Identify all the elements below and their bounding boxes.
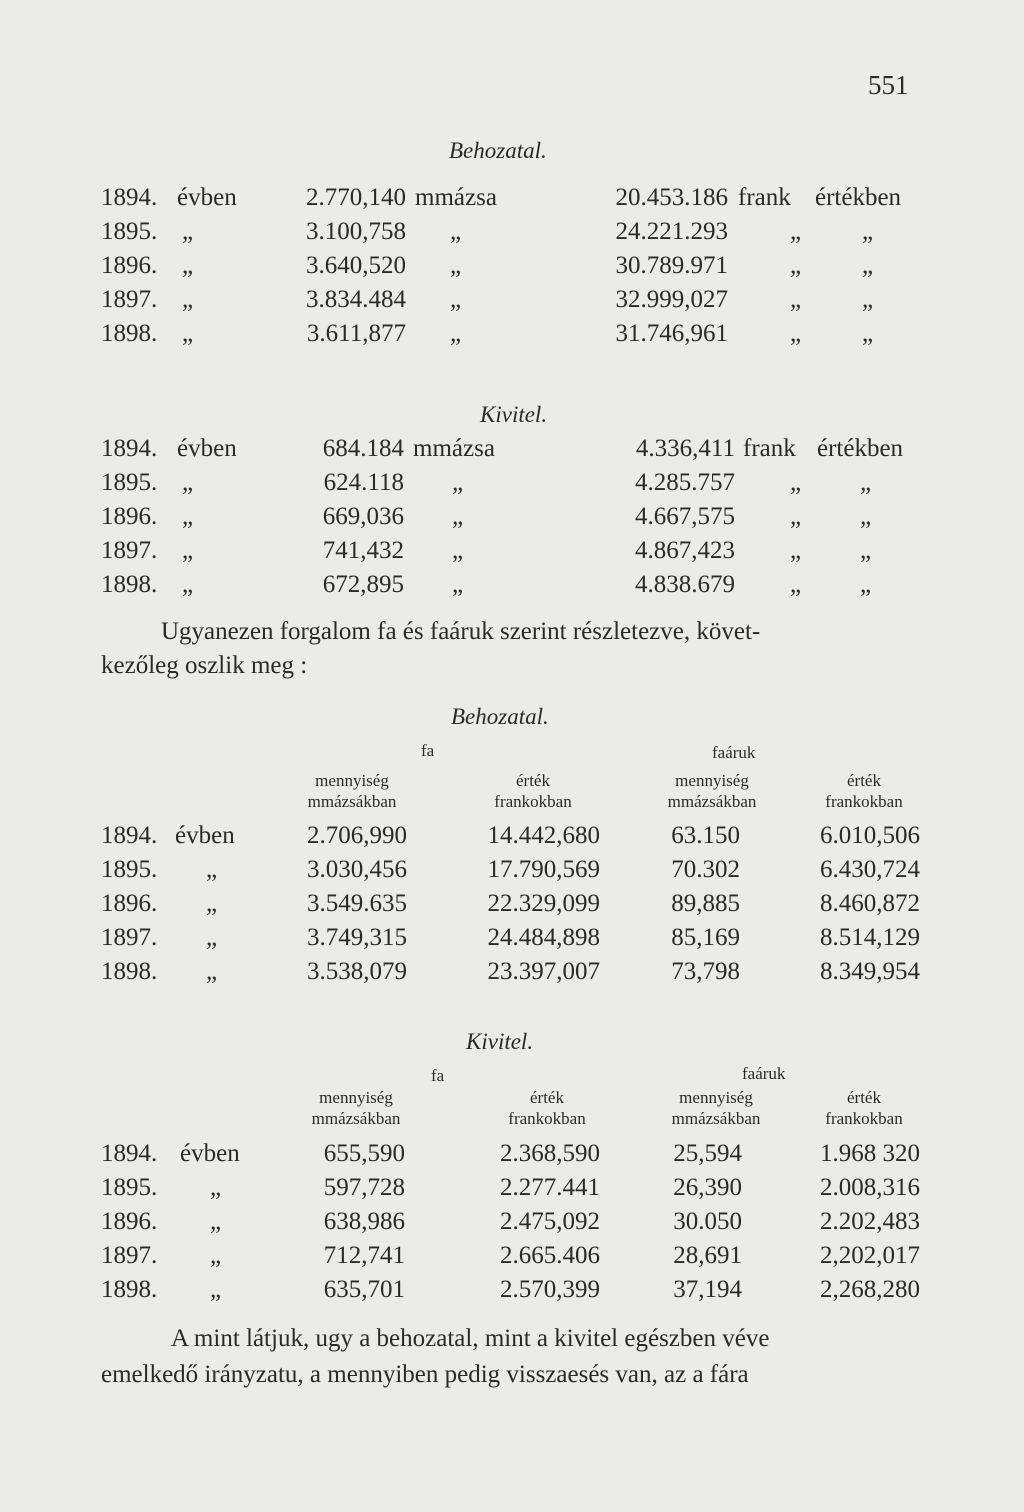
label-cell: évben (180, 1140, 240, 1167)
ditto-cell: „ (210, 1208, 222, 1235)
ditto-cell: „ (182, 571, 194, 598)
quantity-cell: 684.184 (322, 435, 404, 462)
ditto-cell: „ (790, 286, 802, 313)
table-row (0, 1174, 1024, 1208)
year-cell: 1894. (101, 822, 158, 849)
faaruk-quantity-cell: 25,594 (673, 1140, 742, 1167)
header-line: frankokban (825, 1109, 903, 1128)
ditto-cell: „ (790, 252, 802, 279)
faaruk-value-cell: 8.514,129 (820, 924, 920, 951)
faaruk-value-cell: 1.968 320 (820, 1140, 920, 1167)
header-line: mennyiség (675, 771, 749, 790)
column-header-fa-value (453, 770, 613, 812)
table-row (0, 856, 1024, 890)
column-header-fa-value (467, 1087, 627, 1129)
table-row (0, 890, 1024, 924)
fa-quantity-cell: 3.549.635 (307, 890, 407, 917)
ditto-cell: „ (790, 218, 802, 245)
fa-quantity-cell: 2.706,990 (307, 822, 407, 849)
quantity-cell: 624.118 (323, 469, 404, 496)
ditto-cell: „ (862, 286, 874, 313)
value-cell: 31.746,961 (615, 320, 728, 347)
section-title-export: Kivitel. (480, 402, 548, 427)
ditto-cell: „ (790, 469, 802, 496)
quantity-cell: 669,036 (322, 503, 404, 530)
table-row (0, 822, 1024, 856)
ditto-cell: „ (210, 1242, 222, 1269)
value-cell: 20.453.186 (615, 184, 728, 211)
value-unit-cell: frank (743, 435, 796, 462)
faaruk-quantity-cell: 63.150 (671, 822, 740, 849)
fa-quantity-cell: 655,590 (323, 1140, 405, 1167)
quantity-cell: 741,432 (322, 537, 404, 564)
ditto-cell: „ (450, 286, 462, 313)
year-cell: 1895. (101, 218, 158, 245)
header-line: mmázsákban (307, 792, 397, 811)
header-line: érték (847, 1088, 881, 1107)
header-line: mennyiség (315, 771, 389, 790)
table-row (0, 1242, 1024, 1276)
ditto-cell: „ (182, 286, 194, 313)
ditto-cell: „ (860, 503, 872, 530)
table-row (0, 286, 1024, 320)
quantity-cell: 2.770,140 (306, 184, 406, 211)
year-cell: 1896. (101, 1208, 158, 1235)
ditto-cell: „ (450, 252, 462, 279)
ditto-cell: „ (210, 1174, 222, 1201)
faaruk-quantity-cell: 26,390 (673, 1174, 742, 1201)
year-cell: 1897. (101, 1242, 158, 1269)
faaruk-quantity-cell: 89,885 (671, 890, 740, 917)
year-cell: 1897. (101, 537, 158, 564)
faaruk-quantity-cell: 85,169 (671, 924, 740, 951)
header-line: frankokban (494, 792, 572, 811)
value-suffix-cell: értékben (815, 184, 902, 211)
ditto-cell: „ (862, 218, 874, 245)
year-cell: 1898. (101, 958, 158, 985)
group-header-faaruk: faáruk (712, 743, 756, 762)
fa-value-cell: 23.397,007 (487, 958, 600, 985)
faaruk-quantity-cell: 73,798 (671, 958, 740, 985)
year-cell: 1896. (101, 252, 158, 279)
column-header-faaruk-value (784, 1087, 944, 1129)
header-line: mmázsákban (671, 1109, 761, 1128)
fa-quantity-cell: 712,741 (323, 1242, 405, 1269)
faaruk-quantity-cell: 70.302 (671, 856, 740, 883)
header-line: mmázsákban (667, 792, 757, 811)
ditto-cell: „ (206, 890, 218, 917)
fa-quantity-cell: 635,701 (323, 1276, 405, 1303)
value-unit-cell: frank (738, 184, 791, 211)
value-cell: 4.838.679 (635, 571, 735, 598)
table-row (0, 1208, 1024, 1242)
ditto-cell: „ (862, 320, 874, 347)
table-row (0, 1140, 1024, 1174)
page-number: 551 (868, 70, 909, 100)
column-header-fa-quantity (276, 1087, 436, 1129)
ditto-cell: „ (206, 924, 218, 951)
ditto-cell: „ (182, 320, 194, 347)
ditto-cell: „ (210, 1276, 222, 1303)
value-cell: 32.999,027 (615, 286, 728, 313)
closing-line-2: emelkedő irányzatu, a mennyiben pedig visszaesés van, az a fára (101, 1361, 749, 1388)
fa-value-cell: 2.665.406 (500, 1242, 600, 1269)
fa-quantity-cell: 597,728 (323, 1174, 405, 1201)
unit-cell: mmázsa (413, 435, 495, 462)
year-cell: 1895. (101, 1174, 158, 1201)
faaruk-value-cell: 6.010,506 (820, 822, 920, 849)
year-cell: 1894. (101, 1140, 158, 1167)
ditto-cell: „ (862, 252, 874, 279)
ditto-cell: „ (860, 537, 872, 564)
unit-cell: mmázsa (415, 184, 497, 211)
faaruk-quantity-cell: 28,691 (673, 1242, 742, 1269)
intro-line-2: kezőleg oszlik meg : (101, 652, 308, 679)
ditto-cell: „ (790, 537, 802, 564)
column-header-faaruk-value (784, 770, 944, 812)
ditto-cell: „ (790, 320, 802, 347)
quantity-cell: 3.834.484 (306, 286, 406, 313)
group-header-fa: fa (421, 741, 435, 760)
table-row (0, 184, 1024, 218)
ditto-cell: „ (452, 571, 464, 598)
ditto-cell: „ (182, 252, 194, 279)
group-header-faaruk: faáruk (742, 1064, 786, 1083)
table-row (0, 958, 1024, 992)
faaruk-value-cell: 2.008,316 (820, 1174, 920, 1201)
year-cell: 1895. (101, 469, 158, 496)
faaruk-value-cell: 8.460,872 (820, 890, 920, 917)
faaruk-quantity-cell: 30.050 (673, 1208, 742, 1235)
header-line: érték (530, 1088, 564, 1107)
fa-value-cell: 2.475,092 (500, 1208, 600, 1235)
header-line: frankokban (508, 1109, 586, 1128)
label-cell: évben (177, 435, 237, 462)
table-row (0, 252, 1024, 286)
fa-value-cell: 2.368,590 (500, 1140, 600, 1167)
value-suffix-cell: értékben (817, 435, 904, 462)
label-cell: évben (177, 184, 237, 211)
fa-value-cell: 14.442,680 (487, 822, 600, 849)
ditto-cell: „ (452, 537, 464, 564)
quantity-cell: 672,895 (322, 571, 404, 598)
column-header-faaruk-quantity (636, 1087, 796, 1129)
header-line: érték (847, 771, 881, 790)
value-cell: 4.667,575 (635, 503, 735, 530)
ditto-cell: „ (790, 571, 802, 598)
section-title-import: Behozatal. (449, 138, 547, 163)
fa-quantity-cell: 3.030,456 (307, 856, 407, 883)
fa-value-cell: 2.570,399 (500, 1276, 600, 1303)
faaruk-quantity-cell: 37,194 (673, 1276, 742, 1303)
value-cell: 4.285.757 (635, 469, 735, 496)
fa-quantity-cell: 3.749,315 (307, 924, 407, 951)
table-row (0, 1276, 1024, 1310)
ditto-cell: „ (182, 503, 194, 530)
table-row (0, 571, 1024, 605)
ditto-cell: „ (860, 571, 872, 598)
year-cell: 1894. (101, 184, 158, 211)
header-line: mennyiség (319, 1088, 393, 1107)
ditto-cell: „ (860, 469, 872, 496)
group-header-fa: fa (431, 1066, 445, 1085)
fa-value-cell: 17.790,569 (487, 856, 600, 883)
column-header-fa-quantity (272, 770, 432, 812)
label-cell: évben (175, 822, 235, 849)
table-row (0, 924, 1024, 958)
fa-value-cell: 2.277.441 (500, 1174, 600, 1201)
year-cell: 1896. (101, 890, 158, 917)
table-row (0, 537, 1024, 571)
value-cell: 30.789.971 (615, 252, 728, 279)
intro-line-1: Ugyanezen forgalom fa és faáruk szerint részletezve, követ- (161, 618, 761, 645)
year-cell: 1898. (101, 320, 158, 347)
fa-value-cell: 24.484,898 (487, 924, 600, 951)
year-cell: 1897. (101, 286, 158, 313)
ditto-cell: „ (182, 537, 194, 564)
ditto-cell: „ (452, 503, 464, 530)
ditto-cell: „ (790, 503, 802, 530)
quantity-cell: 3.640,520 (306, 252, 406, 279)
header-line: mmázsákban (311, 1109, 401, 1128)
table-row (0, 503, 1024, 537)
ditto-cell: „ (450, 320, 462, 347)
ditto-cell: „ (450, 218, 462, 245)
faaruk-value-cell: 6.430,724 (820, 856, 920, 883)
quantity-cell: 3.611,877 (306, 320, 406, 347)
header-line: frankokban (825, 792, 903, 811)
year-cell: 1897. (101, 924, 158, 951)
faaruk-value-cell: 8.349,954 (820, 958, 920, 985)
year-cell: 1894. (101, 435, 158, 462)
year-cell: 1896. (101, 503, 158, 530)
fa-value-cell: 22.329,099 (487, 890, 600, 917)
ditto-cell: „ (206, 856, 218, 883)
quantity-cell: 3.100,758 (306, 218, 406, 245)
ditto-cell: „ (206, 958, 218, 985)
value-cell: 24.221.293 (615, 218, 728, 245)
ditto-cell: „ (182, 469, 194, 496)
faaruk-value-cell: 2.202,483 (820, 1208, 920, 1235)
table-row (0, 469, 1024, 503)
closing-line-1: A mint látjuk, ugy a behozatal, mint a kivitel egészben véve (171, 1325, 770, 1352)
fa-quantity-cell: 638,986 (323, 1208, 405, 1235)
fa-quantity-cell: 3.538,079 (307, 958, 407, 985)
ditto-cell: „ (182, 218, 194, 245)
year-cell: 1895. (101, 856, 158, 883)
table-row (0, 320, 1024, 354)
header-line: mennyiség (679, 1088, 753, 1107)
section-title-export-detail: Kivitel. (466, 1029, 534, 1054)
header-line: érték (516, 771, 550, 790)
table-row (0, 435, 1024, 469)
ditto-cell: „ (452, 469, 464, 496)
year-cell: 1898. (101, 571, 158, 598)
column-header-faaruk-quantity (632, 770, 792, 812)
value-cell: 4.336,411 (635, 435, 735, 462)
section-title-import-detail: Behozatal. (451, 704, 549, 729)
faaruk-value-cell: 2,202,017 (820, 1242, 920, 1269)
value-cell: 4.867,423 (635, 537, 735, 564)
table-row (0, 218, 1024, 252)
faaruk-value-cell: 2,268,280 (820, 1276, 920, 1303)
year-cell: 1898. (101, 1276, 158, 1303)
